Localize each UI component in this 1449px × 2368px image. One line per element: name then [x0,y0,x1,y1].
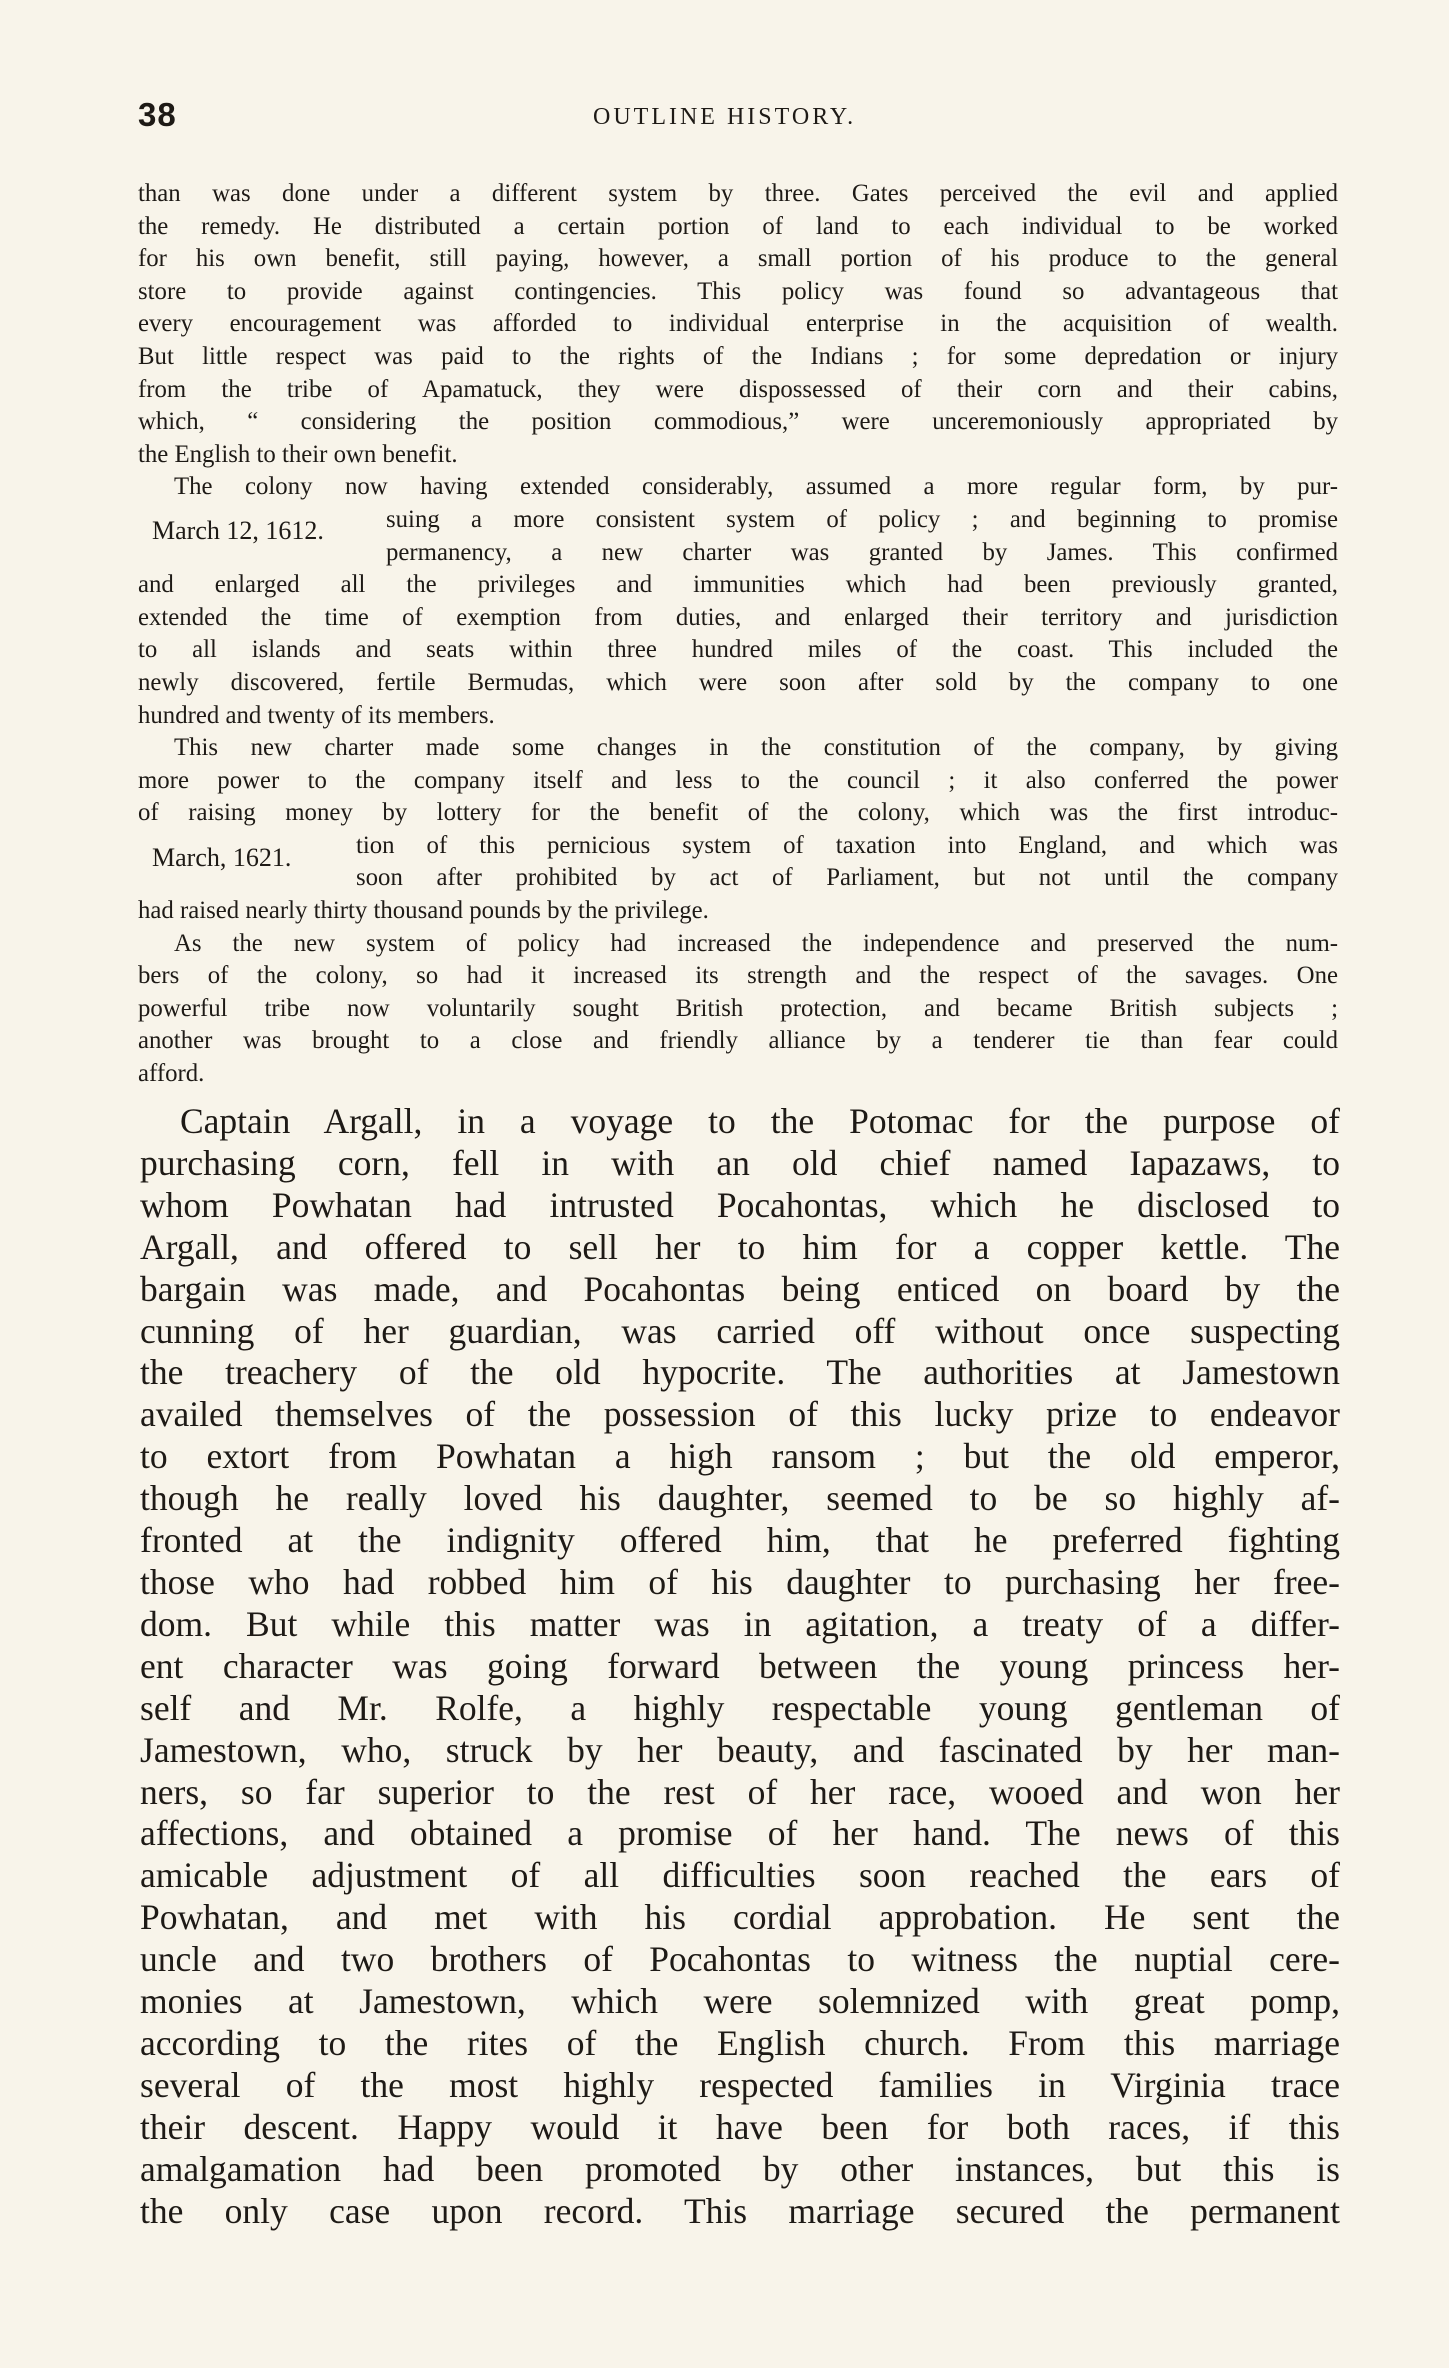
text-line: amalgamation had been promoted by other instances, but this is [140,2148,1340,2189]
text-line: to extort from Powhatan a high ransom ; but the old emperor, [140,1436,1340,1477]
margin-note-date: March 12, 1612. [152,516,324,546]
text-line: powerful tribe now voluntarily sought British protection, and became British subjects ; [138,994,1338,1022]
text-line: uncle and two brothers of Pocahontas to witness the nuptial cere- [140,1939,1340,1980]
text-line: to all islands and seats within three hundred miles of the coast. This included the [138,636,1338,664]
paragraph-lottery [138,732,1338,928]
text-line: hundred and twenty of its members. [138,701,495,729]
paragraph-new-charter [138,471,1338,732]
text-line: more power to the company itself and less to the council ; it also conferred the power [138,766,1338,794]
text-line: availed themselves of the possession of this lucky prize to endeavor [140,1394,1340,1435]
text-line: newly discovered, fertile Bermudas, which were soon after sold by the company to one [138,668,1338,696]
text-line: of raising money by lottery for the benefit of the colony, which was the first introduc- [138,799,1338,827]
text-line: those who had robbed him of his daughter to purchasing her free- [140,1561,1340,1602]
text-line: several of the most highly respected families in Virginia trace [140,2064,1340,2105]
text-line: according to the rites of the English church. From this marriage [140,2022,1340,2063]
margin-note-date: March, 1621. [152,843,292,873]
text-line: though he really loved his daughter, seemed to be so highly af- [140,1478,1340,1519]
text-line: the treachery of the old hypocrite. The authorities at Jamestown [140,1352,1340,1393]
text-line: bargain was made, and Pocahontas being enticed on board by the [140,1268,1340,1309]
text-line: for his own benefit, still paying, however, a small portion of his produce to the general [138,245,1338,273]
text-line: ent character was going forward between the young princess her- [140,1645,1340,1686]
text-line: the remedy. He distributed a certain portion of land to each individual to be worked [138,212,1338,240]
small-print-section [138,178,1338,1091]
text-line: purchasing corn, fell in with an old chief named Iapazaws, to [140,1142,1340,1183]
text-line: affections, and obtained a promise of her hand. The news of this [140,1813,1340,1854]
text-line: their descent. Happy would it have been for both races, if this [140,2106,1340,2147]
text-line: and enlarged all the privileges and immunities which had been previously granted, [138,571,1338,599]
text-line: The colony now having extended considerably, assumed a more regular form, by pur- [174,473,1338,501]
large-print-section [140,1101,1340,2232]
text-line: This new charter made some changes in the constitution of the company, by giving [174,734,1338,762]
text-line: dom. But while this matter was in agitation, a treaty of a differ- [140,1603,1340,1644]
text-line: soon after prohibited by act of Parliament, but not until the company [356,864,1338,892]
text-line: ners, so far superior to the rest of her race, wooed and won her [140,1771,1340,1812]
text-line: extended the time of exemption from duties, and enlarged their territory and jurisdiction [138,603,1338,631]
text-line: afford. [138,1060,205,1088]
text-line: from the tribe of Apamatuck, they were dispossessed of their corn and their cabins, [138,375,1338,403]
text-line: permanency, a new charter was granted by James. This confirmed [386,538,1338,566]
text-line: every encouragement was afforded to individual enterprise in the acquisition of wealth. [138,310,1338,338]
text-line: self and Mr. Rolfe, a highly respectable young gentleman of [140,1687,1340,1728]
text-line: whom Powhatan had intrusted Pocahontas, which he disclosed to [140,1184,1340,1225]
page-number: 38 [138,96,177,133]
text-line: amicable adjustment of all difficulties soon reached the ears of [140,1855,1340,1896]
text-line: had raised nearly thirty thousand pounds by the privilege. [138,897,709,925]
text-line: Argall, and offered to sell her to him for a copper kettle. The [140,1226,1340,1267]
text-line: the English to their own benefit. [138,440,458,468]
running-head: OUTLINE HISTORY. [593,104,857,130]
text-line: than was done under a different system by three. Gates perceived the evil and applied [138,180,1338,207]
text-line: monies at Jamestown, which were solemnized with great pomp, [140,1981,1340,2022]
paragraph-alliance [138,928,1338,1091]
page-header [138,96,1338,136]
text-line: the only case upon record. This marriage secured the permanent [140,2190,1340,2231]
text-line: As the new system of policy had increased the independence and preserved the num- [174,929,1338,957]
text-line: another was brought to a close and friendly alliance by a tenderer tie than fear could [138,1027,1338,1055]
text-line: But little respect was paid to the rights of the Indians ; for some depredation or injury [138,342,1338,370]
paragraph-pocahontas [140,1101,1340,2232]
paragraph-gates-policy [138,178,1338,471]
text-line: which, “ considering the position commodious,” were unceremoniously appropriated by [138,408,1338,436]
text-line: suing a more consistent system of policy ; and beginning to promise [386,505,1338,533]
text-line: fronted at the indignity offered him, that he preferred fighting [140,1520,1340,1561]
text-line: Powhatan, and met with his cordial approbation. He sent the [140,1897,1340,1938]
text-line: cunning of her guardian, was carried off without once suspecting [140,1310,1340,1351]
text-line: Jamestown, who, struck by her beauty, and fascinated by her man- [140,1729,1340,1770]
text-line: bers of the colony, so had it increased its strength and the respect of the savages. One [138,962,1338,990]
text-line: tion of this pernicious system of taxation into England, and which was [356,831,1338,859]
text-line: Captain Argall, in a voyage to the Potomac for the purpose of [180,1101,1340,1141]
text-line: store to provide against contingencies. This policy was found so advantageous that [138,277,1338,305]
